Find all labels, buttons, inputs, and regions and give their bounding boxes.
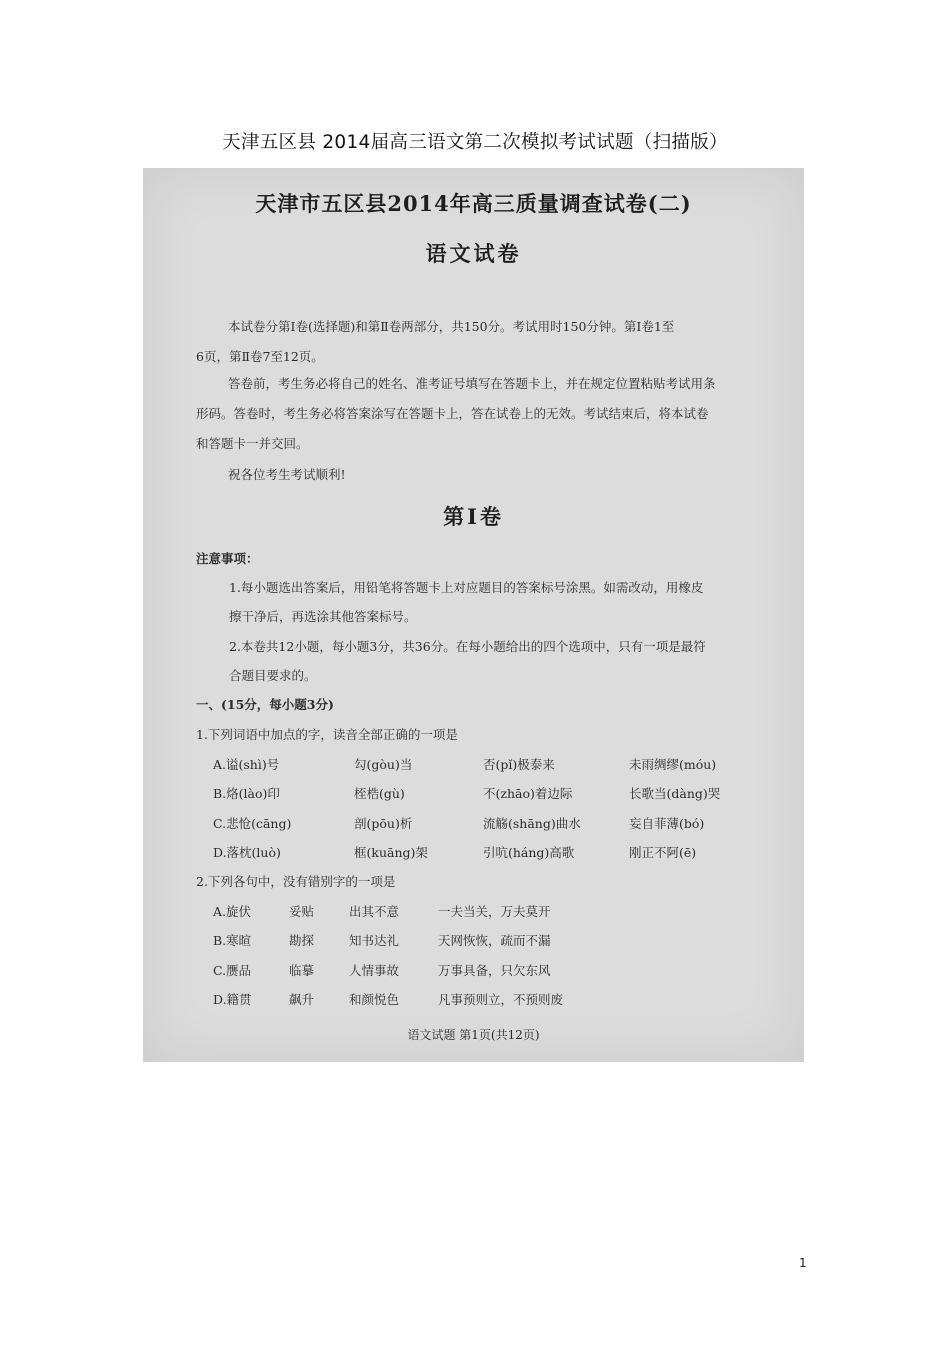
option-cell: A.旋伏 <box>213 904 252 919</box>
option-cell: 剖(pōu)析 <box>354 816 413 831</box>
note-line: 擦干净后，再选涂其他答案标号。 <box>229 609 417 624</box>
intro-line: 形码。答卷时，考生务必将答案涂写在答题卡上，答在试卷上的无效。考试结束后，将本试卷 <box>196 406 709 421</box>
scan-footer: 语文试题 第1页(共12页) <box>407 1028 540 1042</box>
option-cell: C.悲怆(cāng) <box>213 816 292 831</box>
question-2-stem: 2.下列各句中，没有错别字的一项是 <box>196 874 396 889</box>
option-cell: 知书达礼 <box>349 933 400 948</box>
note-line: 合题目要求的。 <box>229 668 317 683</box>
exam-title: 天津市五区县2014年高三质量调查试卷(二) <box>255 191 692 216</box>
page-number: 1 <box>799 1256 807 1270</box>
option-cell: 未雨绸缪(móu) <box>629 757 717 772</box>
option-cell: 妥贴 <box>289 904 315 919</box>
note-line: 2.本卷共12小题，每小题3分，共36分。在每小题给出的四个选项中，只有一项是最符 <box>229 639 706 654</box>
option-cell: 出其不意 <box>349 904 400 919</box>
notes-title: 注意事项： <box>196 551 259 566</box>
option-cell: 万事具备，只欠东风 <box>438 963 551 978</box>
option-cell: 流觞(shāng)曲水 <box>483 816 581 831</box>
option-cell: A.谥(shì)号 <box>213 757 280 772</box>
option-cell: 勾(gòu)当 <box>354 757 413 772</box>
section-title: 一、(15分，每小题3分) <box>196 697 334 712</box>
question-1-stem: 1.下列词语中加点的字，读音全部正确的一项是 <box>196 727 458 742</box>
part-heading: 第Ⅰ卷 <box>443 504 504 529</box>
option-cell: 飙升 <box>289 992 315 1007</box>
subject-title: 语文试卷 <box>425 241 522 266</box>
option-cell: 刚正不阿(ē) <box>629 845 697 860</box>
intro-line: 本试卷分第Ⅰ卷(选择题)和第Ⅱ卷两部分，共150分。考试用时150分钟。第Ⅰ卷1至 <box>228 319 675 334</box>
intro-paragraph-1 <box>196 312 794 372</box>
intro-line: 和答题卡一并交回。 <box>196 436 309 451</box>
scanned-exam-page <box>143 168 804 1062</box>
intro-line: 答卷前，考生务必将自己的姓名、准考证号填写在答题卡上，并在规定位置粘贴考试用条 <box>228 376 716 391</box>
option-cell: C.赝品 <box>213 963 252 978</box>
option-cell: 和颜悦色 <box>349 992 400 1007</box>
option-cell: 凡事预则立，不预则废 <box>438 992 564 1007</box>
option-cell: B.烙(lào)印 <box>213 786 280 801</box>
option-cell: 妄自菲薄(bó) <box>629 816 705 831</box>
option-cell: D.落枕(luò) <box>213 845 281 860</box>
option-cell: 天网恢恢，疏而不漏 <box>438 933 551 948</box>
option-cell: 否(pǐ)极泰来 <box>483 757 555 772</box>
option-cell: B.寒暄 <box>213 933 252 948</box>
option-cell: 人情事故 <box>349 963 400 978</box>
intro-line: 6页，第Ⅱ卷7至12页。 <box>196 349 324 364</box>
option-cell: D.籍贯 <box>213 992 252 1007</box>
option-cell: 框(kuāng)架 <box>354 845 428 860</box>
option-cell: 长歌当(dàng)哭 <box>629 786 721 801</box>
option-cell: 勘探 <box>289 933 315 948</box>
option-cell: 引吭(háng)高歌 <box>483 845 575 860</box>
intro-paragraph-3 <box>196 460 794 490</box>
document-header: 天津五区县 2014届高三语文第二次模拟考试试题（扫描版） <box>222 132 728 153</box>
option-cell: 桎梏(gù) <box>354 786 405 801</box>
intro-line: 祝各位考生考试顺利! <box>228 467 346 482</box>
option-cell: 不(zhāo)着边际 <box>483 786 573 801</box>
option-cell: 临摹 <box>289 963 315 978</box>
option-cell: 一夫当关，万夫莫开 <box>438 904 551 919</box>
intro-paragraph-2 <box>196 369 794 459</box>
note-line: 1.每小题选出答案后，用铅笔将答题卡上对应题目的答案标号涂黑。如需改动，用橡皮 <box>229 580 704 595</box>
